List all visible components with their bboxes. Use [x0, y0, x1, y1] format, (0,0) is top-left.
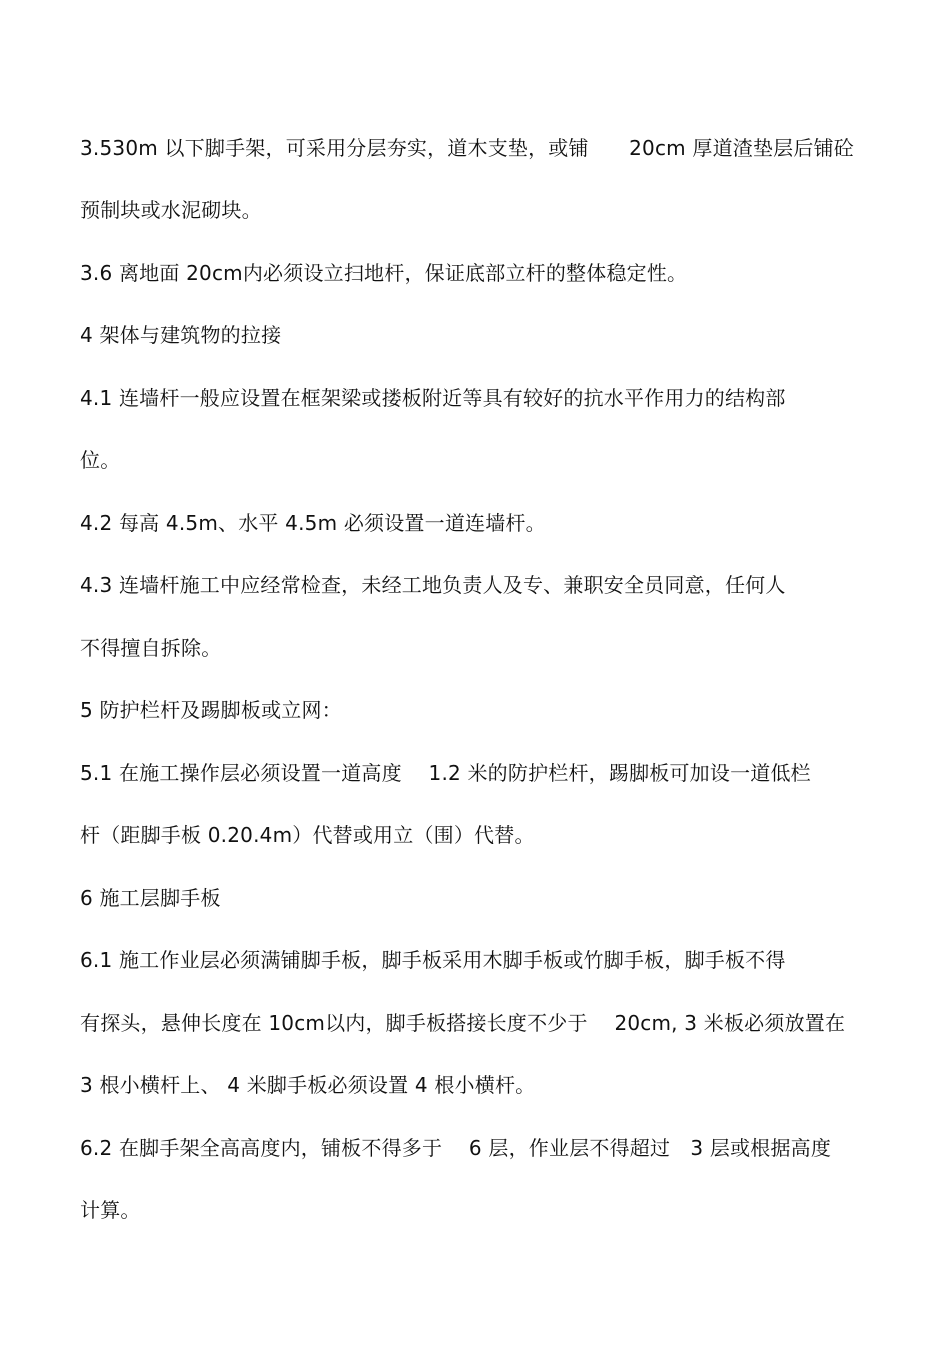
text-line-4-2: 4.2 每高 4.5m、水平 4.5m 必须设置一道连墙杆。 — [80, 511, 546, 535]
text-line-5-1: 5.1 在施工操作层必须设置一道高度 1.2 米的防护栏杆，踢脚板可加设一道低栏 — [80, 761, 811, 785]
section-heading-5: 5 防护栏杆及踢脚板或立网： — [80, 698, 342, 722]
text-line-3-5-cont: 预制块或水泥砌块。 — [80, 198, 262, 222]
text-line-3-5: 3.530m 以下脚手架，可采用分层夯实，道木支垫，或铺 20cm 厚道渣垫层后铺砼 — [80, 136, 854, 160]
text-line-6-1-cont: 有探头，悬伸长度在 10cm以内，脚手板搭接长度不少于 20cm, 3 米板必须放置在 — [80, 1011, 846, 1035]
text-line-5-1-cont: 杆（距脚手板 0.20.4m）代替或用立（围）代替。 — [80, 823, 535, 847]
section-heading-4: 4 架体与建筑物的拉接 — [80, 323, 282, 347]
section-heading-6: 6 施工层脚手板 — [80, 886, 221, 910]
text-line-3-6: 3.6 离地面 20cm内必须设立扫地杆，保证底部立杆的整体稳定性。 — [80, 261, 688, 285]
text-line-4-1-cont: 位。 — [80, 448, 121, 472]
text-line-6-1-cont2: 3 根小横杆上、 4 米脚手板必须设置 4 根小横杆。 — [80, 1073, 536, 1097]
text-line-6-1: 6.1 施工作业层必须满铺脚手板，脚手板采用木脚手板或竹脚手板，脚手板不得 — [80, 948, 786, 972]
text-line-4-3-cont: 不得擅自拆除。 — [80, 636, 222, 660]
text-line-6-2-cont: 计算。 — [80, 1198, 141, 1222]
text-line-6-2: 6.2 在脚手架全高高度内，铺板不得多于 6 层，作业层不得超过 3 层或根据高度 — [80, 1136, 832, 1160]
text-line-4-3: 4.3 连墙杆施工中应经常检查，未经工地负责人及专、兼职安全员同意，任何人 — [80, 573, 786, 597]
text-line-4-1: 4.1 连墙杆一般应设置在框架梁或搂板附近等具有较好的抗水平作用力的结构部 — [80, 386, 786, 410]
